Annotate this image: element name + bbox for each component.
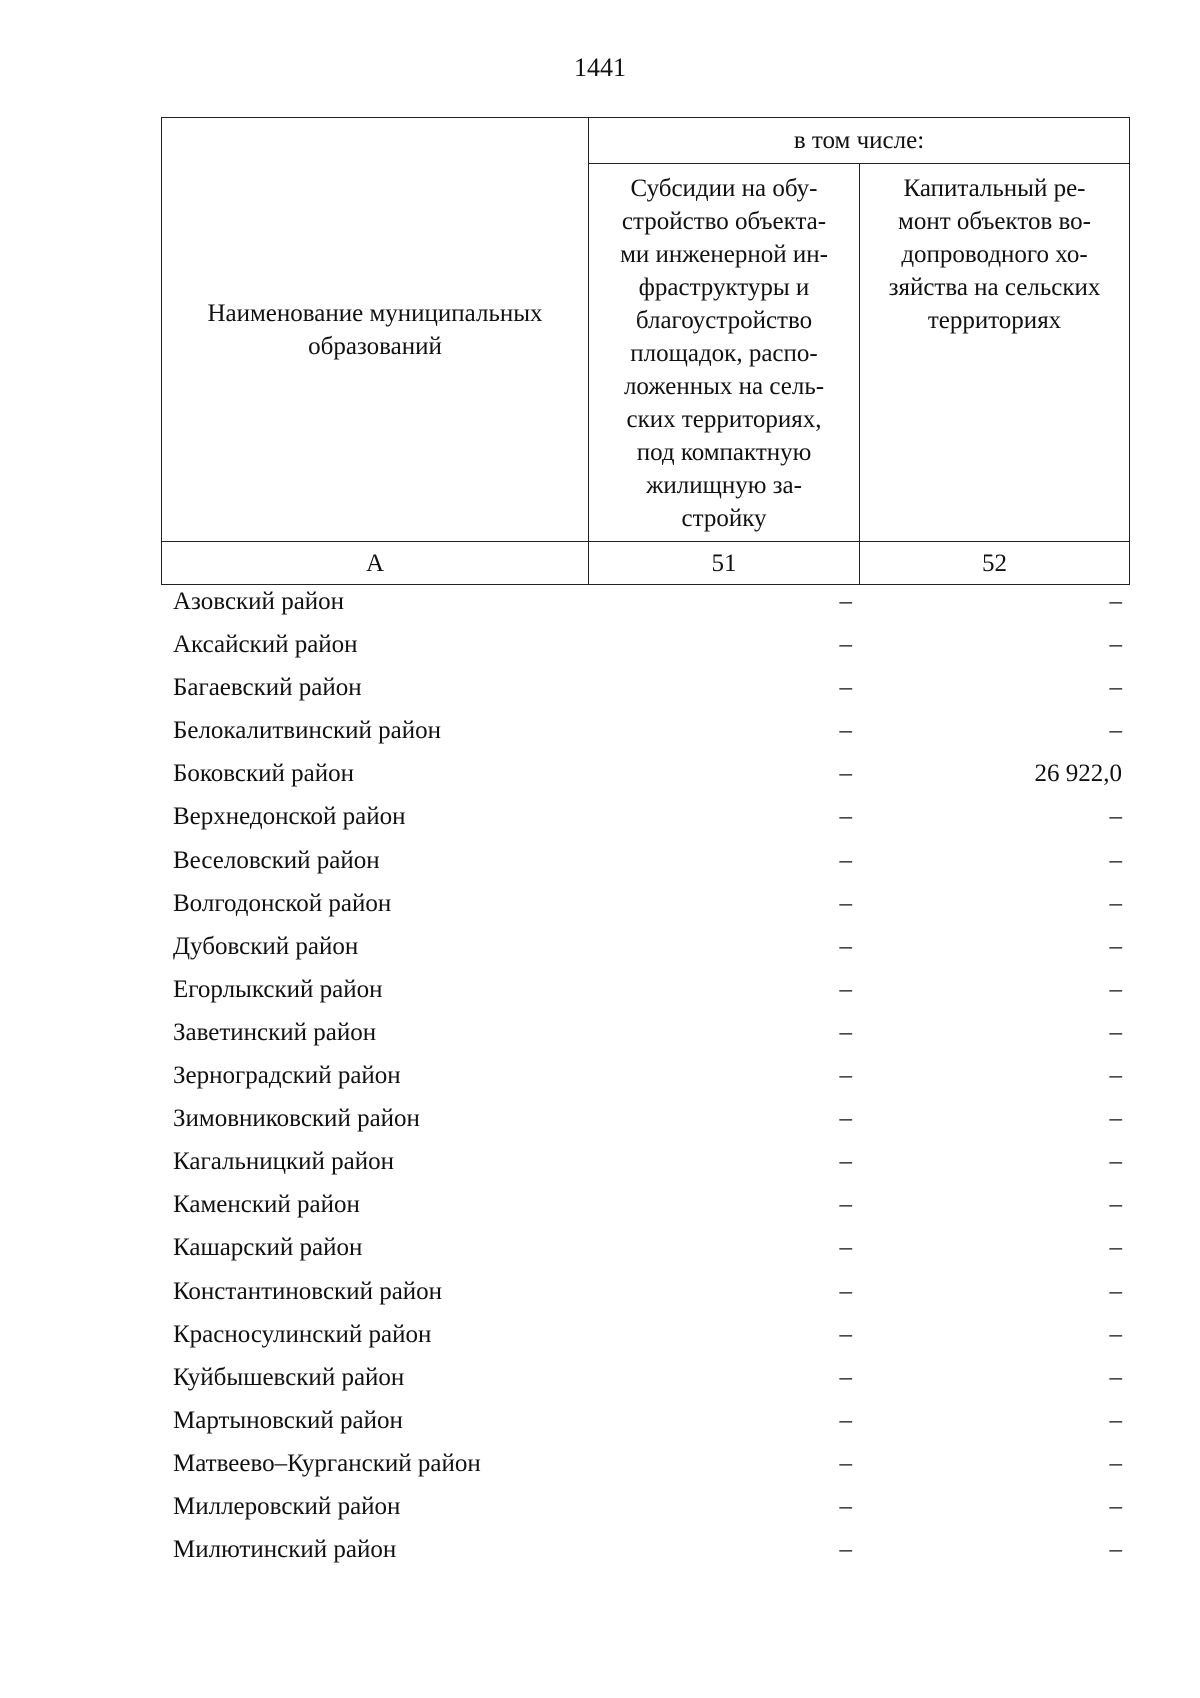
municipality-name: Миллеровский район [173, 1492, 401, 1520]
header-col-52-label: Капитальный ре- монт объектов во- допроводного хо- зяйства на сельских территориях [888, 175, 1101, 334]
table-row [0, 1356, 1200, 1399]
value-col-51: – [839, 1062, 852, 1090]
municipality-name: Багаевский район [173, 674, 362, 702]
value-col-51: – [839, 760, 852, 788]
value-col-52: – [1109, 1018, 1122, 1046]
index-52-cell [860, 542, 1130, 585]
index-51-cell [589, 542, 860, 585]
value-col-51: – [839, 1536, 852, 1564]
table-row [0, 709, 1200, 752]
municipality-name: Веселовский район [173, 846, 380, 874]
index-name-cell [162, 542, 589, 585]
page-number: 1441 [574, 53, 626, 82]
header-name-column-label: Наименование муниципальных образований [207, 299, 543, 360]
table-row [0, 795, 1200, 838]
value-col-52: – [1109, 1363, 1122, 1391]
value-col-51: – [839, 631, 852, 659]
municipality-name: Мартыновский район [173, 1406, 403, 1434]
value-col-52: – [1109, 1536, 1122, 1564]
value-col-52: – [1109, 975, 1122, 1003]
value-col-52: – [1109, 932, 1122, 960]
table-row [0, 1313, 1200, 1356]
header-including [589, 118, 1130, 164]
value-col-51: – [839, 1105, 852, 1133]
value-col-52: – [1109, 846, 1122, 874]
municipality-name: Белокалитвинский район [173, 717, 441, 745]
municipality-name: Кашарский район [173, 1234, 363, 1262]
table-row [0, 882, 1200, 925]
value-col-51: – [839, 717, 852, 745]
value-col-52: – [1109, 1449, 1122, 1477]
value-col-51: – [839, 1234, 852, 1262]
index-51: 51 [711, 549, 737, 577]
municipality-name: Егорлыкский район [173, 975, 383, 1003]
value-col-52: – [1109, 674, 1122, 702]
table-row [0, 1442, 1200, 1485]
municipality-name: Куйбышевский район [173, 1363, 405, 1391]
value-col-51: – [839, 975, 852, 1003]
value-col-52: – [1109, 1277, 1122, 1305]
municipality-name: Зерноградский район [173, 1062, 401, 1090]
value-col-51: – [839, 1277, 852, 1305]
value-col-51: – [839, 1148, 852, 1176]
table-row [0, 1011, 1200, 1054]
municipality-name: Верхнедонской район [173, 803, 406, 831]
value-col-52: – [1109, 1191, 1122, 1219]
header-col-51 [589, 164, 860, 542]
value-col-52: – [1109, 1406, 1122, 1434]
value-col-51: – [839, 1018, 852, 1046]
table-row [0, 1140, 1200, 1183]
value-col-51: – [839, 588, 852, 615]
municipality-name: Заветинский район [173, 1018, 377, 1046]
value-col-51: – [839, 846, 852, 874]
value-col-52: – [1109, 717, 1122, 745]
municipality-name: Константиновский район [173, 1277, 443, 1305]
municipality-name: Красносулинский район [173, 1320, 432, 1348]
table-row [0, 1485, 1200, 1528]
municipality-name: Милютинский район [173, 1536, 397, 1564]
value-col-52: – [1109, 1492, 1122, 1520]
value-col-52: 26 922,0 [1034, 760, 1122, 788]
value-col-52: – [1109, 631, 1122, 659]
municipality-name: Аксайский район [173, 631, 358, 659]
value-col-51: – [839, 1406, 852, 1434]
value-col-52: – [1109, 588, 1122, 615]
table-row [0, 1270, 1200, 1313]
value-col-51: – [839, 803, 852, 831]
table-row [0, 1528, 1200, 1571]
header-including-label: в том числе: [793, 127, 925, 154]
header-name-column [162, 118, 589, 542]
value-col-51: – [839, 1320, 852, 1348]
header-col-52 [860, 164, 1130, 542]
value-col-52: – [1109, 1234, 1122, 1262]
value-col-51: – [839, 674, 852, 702]
table-row [0, 666, 1200, 709]
table-row [0, 580, 1200, 623]
table-row [0, 1097, 1200, 1140]
municipality-name: Каменский район [173, 1191, 360, 1219]
municipality-name: Боковский район [173, 760, 354, 788]
municipality-name: Дубовский район [173, 932, 359, 960]
municipality-name: Матвеево–Курганский район [173, 1449, 481, 1477]
index-52: 52 [982, 549, 1007, 577]
municipality-name: Зимовниковский район [173, 1105, 420, 1133]
value-col-51: – [839, 1363, 852, 1391]
table-row [0, 1054, 1200, 1097]
value-col-51: – [839, 889, 852, 917]
header-col-51-label: Субсидии на обу- стройство объекта- ми инженерной ин- фраструктуры и благоустройство площадок, распо- ложенных на сель- ских территориях, под компактную жилищную за- стройку [620, 175, 828, 532]
table-row [0, 925, 1200, 968]
table-header [161, 117, 1130, 585]
value-col-52: – [1109, 889, 1122, 917]
value-col-52: – [1109, 1320, 1122, 1348]
index-name: А [365, 549, 385, 577]
municipality-name: Азовский район [173, 588, 345, 615]
value-col-52: – [1109, 1148, 1122, 1176]
table-row [0, 839, 1200, 882]
value-col-51: – [839, 1492, 852, 1520]
municipality-name: Волгодонской район [173, 889, 392, 917]
value-col-51: – [839, 1449, 852, 1477]
municipality-name: Кагальницкий район [173, 1148, 395, 1176]
table-row [0, 1183, 1200, 1226]
value-col-52: – [1109, 803, 1122, 831]
value-col-51: – [839, 1191, 852, 1219]
value-col-51: – [839, 932, 852, 960]
table-row [0, 623, 1200, 666]
table-row [0, 968, 1200, 1011]
table-row [0, 752, 1200, 795]
data-rows [0, 580, 1200, 1571]
value-col-52: – [1109, 1105, 1122, 1133]
table-row [0, 1226, 1200, 1269]
table-row [0, 1399, 1200, 1442]
value-col-52: – [1109, 1062, 1122, 1090]
